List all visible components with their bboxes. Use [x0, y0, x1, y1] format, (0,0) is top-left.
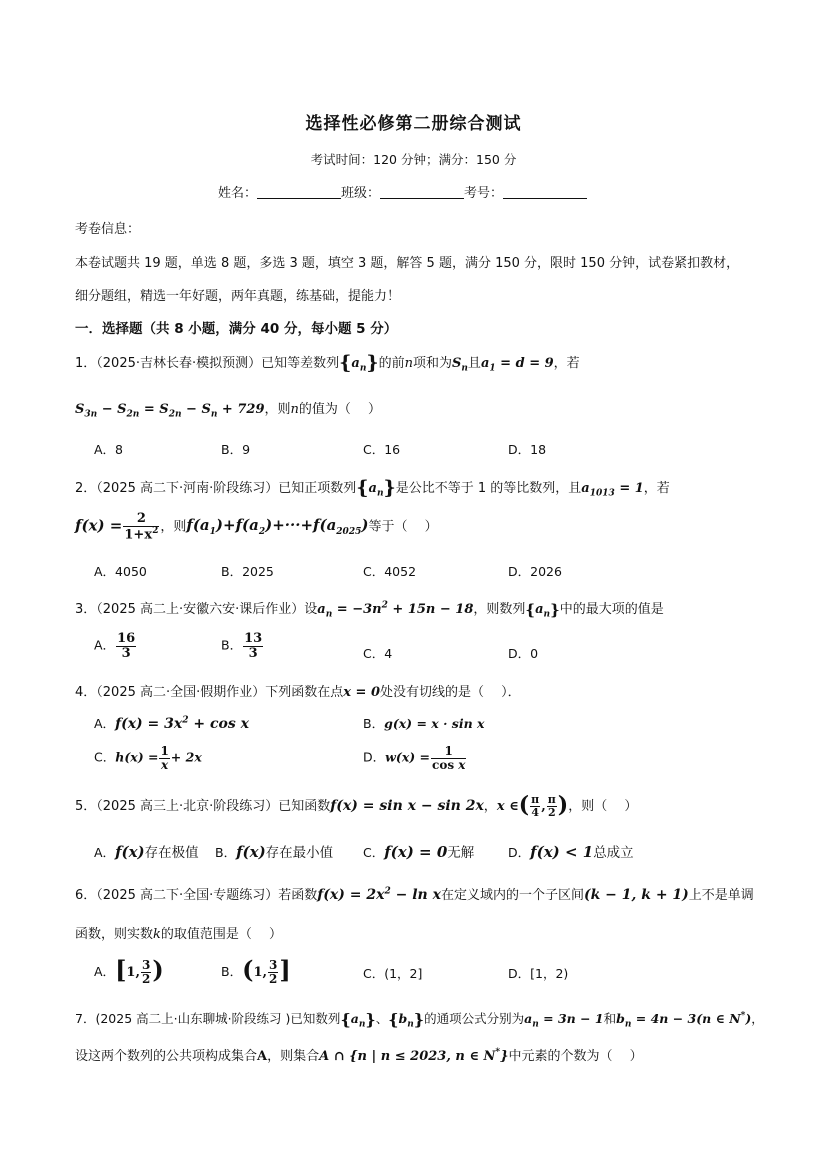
formula: w(x) = — [385, 749, 431, 765]
q7-text: 、 — [375, 1011, 389, 1026]
bracket: ] — [279, 955, 291, 984]
q3-option-a[interactable] — [94, 632, 137, 660]
info-line-2: 细分题组，精选一年好题，两年真题，练基础，提能力！ — [75, 289, 401, 304]
q5-source: （2025 高三上·北京·阶段练习） — [96, 799, 279, 814]
variable: k — [153, 927, 161, 942]
student-info-row — [218, 182, 587, 201]
variable: n — [404, 356, 413, 371]
q4-option-c[interactable] — [94, 745, 202, 771]
info-heading: 考卷信息： — [75, 222, 141, 237]
q7-text: 设这两个数列的公共项构成集合 — [75, 1049, 258, 1064]
number-label: 考号： — [464, 186, 504, 201]
option-label: C． — [94, 749, 116, 765]
question-3 — [75, 598, 664, 620]
q1-option-b[interactable]: B．9 — [221, 442, 251, 457]
q2-text: ，则 — [160, 519, 187, 535]
q2-number: 2． — [75, 481, 97, 496]
bracket: ) — [557, 792, 569, 818]
q5-text: ， — [483, 799, 497, 814]
q4-number: 4． — [75, 685, 97, 700]
q5-option-c[interactable] — [363, 841, 474, 861]
question-4 — [75, 681, 521, 700]
formula: $a_n$ — [351, 356, 367, 374]
fraction: $\frac{1}{x}$ — [160, 744, 169, 772]
class-label: 班级： — [341, 186, 381, 201]
q2-text: 的等比数列，且 — [490, 481, 582, 496]
q2-text: ，若 — [643, 481, 670, 496]
q2-option-b[interactable]: B．2025 — [221, 564, 274, 579]
fraction: $\frac{16}{3}$ — [117, 631, 136, 661]
q2-option-c[interactable]: C．4052 — [363, 564, 417, 579]
q6-option-b[interactable]: B．(1, $\frac{3}{2}$ ] — [221, 955, 291, 986]
formula: $S_{3n} - S_{2n} = S_{2n} - S_n + 729$ — [75, 402, 265, 420]
fraction: $\frac{3}{2}$ — [142, 958, 151, 986]
q1-source: （2025·吉林长春·模拟预测） — [96, 356, 262, 371]
bracket: ( — [242, 955, 254, 984]
q2-text: 是公比不等于 — [395, 481, 474, 496]
option-label: A． — [94, 845, 116, 860]
formula: $b_n = 4n - 3(n$ ∈ N*) — [616, 1010, 752, 1030]
option-label: C． — [363, 845, 385, 860]
q1-option-c[interactable]: C．16 — [363, 442, 401, 457]
q3-number: 3． — [75, 602, 97, 617]
brace-formula: } — [366, 352, 379, 374]
question-5: 5．（2025 高三上·北京·阶段练习）已知函数f(x) = sin x − sin 2x，x ∈( $\frac{\pi}{4}$ , $\frac{\pi}{2}$ )，则（ ） — [75, 792, 638, 819]
q7-source: (2025 高二上·山东聊城·阶段练习 ) — [95, 1011, 291, 1026]
brace-formula: } — [365, 1010, 376, 1029]
formula: $a_n = 3n - 1$ — [524, 1011, 604, 1030]
q2-text: 1 — [477, 481, 487, 496]
q1-text: 的前 — [378, 356, 405, 371]
q4-text: 下列函数在点 — [265, 685, 344, 700]
q6-text: 若函数 — [278, 888, 318, 903]
question-1-condition — [75, 398, 381, 420]
formula: $a_{1013} = 1$ — [581, 481, 644, 499]
section-heading: 一．选择题（共 8 小题，满分 40 分，每小题 5 分） — [75, 321, 398, 337]
fraction: $\frac{3}{2}$ — [269, 958, 278, 986]
option-text: 存在极值 — [144, 845, 199, 861]
q4-text: 处没有切线的是（ ）． — [380, 685, 521, 700]
question-6 — [75, 884, 754, 903]
brace-formula: { — [388, 1010, 399, 1029]
class-blank[interactable] — [380, 184, 464, 199]
formula: (k − 1, k + 1) — [583, 887, 689, 903]
question-6-line-2 — [75, 923, 282, 942]
bracket: [ — [115, 955, 127, 984]
formula: f(x) — [115, 843, 145, 861]
q6-text: 的取值范围是（ ） — [160, 927, 283, 942]
brace-formula: } — [413, 1010, 425, 1029]
formula: $a_n$ — [535, 602, 551, 620]
q7-number: 7． — [75, 1011, 96, 1026]
brace-formula: { — [340, 1010, 351, 1029]
q7-text: 中元素的个数为（ ） — [508, 1049, 643, 1064]
brace-formula: { — [339, 352, 352, 374]
q3-text: 设 — [304, 602, 318, 617]
formula: f(x) < 1 — [530, 843, 594, 861]
q3-option-d[interactable]: D．0 — [508, 646, 539, 661]
q6-text: 在定义域内的一个子区间 — [440, 888, 584, 903]
option-label: A． — [94, 964, 116, 979]
q5-number: 5． — [75, 799, 97, 814]
q1-text: 已知等差数列 — [261, 356, 340, 371]
option-text: 无解 — [447, 845, 475, 861]
brace-formula: } — [550, 601, 560, 619]
bracket: ( — [518, 792, 530, 818]
formula: $a_n = -3n^2 + 15n - 18$ — [317, 600, 474, 620]
q7-text: 的通项公式分别为 — [424, 1011, 525, 1026]
q1-text: ，若 — [553, 356, 580, 371]
fraction: $\frac{\pi}{2}$ — [547, 793, 556, 819]
option-label: B． — [221, 964, 243, 979]
q4-source: （2025 高二·全国·假期作业） — [96, 685, 266, 700]
option-label: A． — [94, 637, 116, 653]
question-7 — [75, 1009, 764, 1030]
q5-option-b[interactable] — [215, 841, 333, 861]
page-title: 选择性必修第二册综合测试 — [305, 114, 522, 134]
question-7-line-2 — [75, 1045, 643, 1064]
formula: $a_n$ — [350, 1011, 366, 1030]
fraction: $\frac{\pi}{4}$ — [531, 793, 540, 819]
q3-option-b[interactable] — [221, 632, 264, 660]
option-label: B． — [221, 637, 243, 653]
q1-option-d[interactable]: D．18 — [508, 442, 547, 457]
q3-source: （2025 高二上·安徽六安·课后作业） — [96, 602, 305, 617]
question-2 — [75, 477, 670, 499]
q6-source: （2025 高二下·全国·专题练习） — [96, 888, 279, 903]
q3-text: ，则数列 — [473, 602, 526, 617]
q2-text: 等于（ ） — [368, 519, 438, 535]
option-label: B． — [215, 845, 237, 860]
q1-text: 的值为（ ） — [298, 402, 382, 417]
formula: f(x) = sin x − sin 2x — [330, 798, 484, 814]
q5-option-a[interactable] — [94, 841, 199, 861]
formula: x ∈ — [496, 799, 519, 814]
formula: $a_n$ — [368, 481, 384, 499]
q1-text: 且 — [467, 356, 481, 371]
q1-option-a[interactable]: A．8 — [94, 442, 124, 457]
option-label: B． — [363, 716, 385, 731]
number-blank[interactable] — [503, 184, 587, 199]
brace-formula: { — [525, 601, 536, 619]
q1-number: 1． — [75, 356, 97, 371]
q4-option-d[interactable] — [363, 745, 467, 771]
option-text: 存在最小值 — [265, 845, 334, 861]
formula: x = 0 — [343, 685, 381, 700]
option-label: D． — [508, 845, 531, 860]
formula: f(x) = — [75, 516, 123, 535]
formula: $f(x) = 2x^2 - \ln x$ — [317, 886, 441, 903]
question-1 — [75, 352, 580, 374]
formula: g(x) = x · sin x — [384, 716, 485, 731]
q2-option-d[interactable]: D．2026 — [508, 564, 562, 579]
formula: $f(a_1)+f(a_2)+\cdot\cdot\cdot+f(a_{2025})$ — [186, 516, 369, 538]
formula: $a_1 = d = 9$ — [480, 356, 554, 374]
q5-text: 已知函数 — [278, 799, 331, 814]
q4-option-b[interactable] — [363, 714, 484, 732]
q5-text: ，则（ ） — [568, 799, 638, 814]
formula: f(x) — [236, 843, 266, 861]
formula: A ∩ {n | n ≤ 2023, n ∈ N*} — [319, 1047, 509, 1064]
q6-text: 上不是单调 — [688, 888, 754, 903]
formula: $f(x) = 3x^2 + \cos x$ — [115, 715, 249, 732]
q2-source: （2025 高二下·河南·阶段练习） — [96, 481, 279, 496]
q6-text: 函数，则实数 — [75, 927, 154, 942]
formula: A — [257, 1049, 268, 1064]
formula: + 2x — [170, 749, 202, 765]
q7-text: ， — [751, 1011, 764, 1026]
info-line-1: 本卷试题共 19 题，单选 8 题，多选 3 题，填空 3 题，解答 5 题，满分 150 分，限时 150 分钟，试卷紧扣教材， — [75, 256, 740, 271]
q2-option-a[interactable]: A．4050 — [94, 564, 147, 579]
q3-text: 中的最大项的值是 — [559, 602, 664, 617]
q1-text: ，则 — [264, 402, 291, 417]
formula: $b_n$ — [398, 1011, 414, 1030]
q4-option-a[interactable] — [94, 714, 249, 732]
exam-info: 考试时间：120 分钟；满分：150 分 — [310, 152, 517, 167]
q6-number: 6． — [75, 888, 97, 903]
formula: h(x) = — [115, 749, 159, 765]
q6-option-d[interactable]: D．[1，2) — [508, 966, 569, 981]
q7-text: 已知数列 — [290, 1011, 341, 1026]
q5-option-d[interactable] — [508, 841, 634, 861]
brace-formula: } — [383, 477, 396, 499]
brace-formula: { — [356, 477, 369, 499]
q6-option-a[interactable]: A．[1, $\frac{3}{2}$ ) — [94, 955, 164, 986]
option-label: A． — [94, 716, 116, 731]
q3-option-c[interactable]: C．4 — [363, 646, 393, 661]
option-text: 总成立 — [593, 845, 634, 861]
formula: $S_n$ — [451, 356, 468, 374]
q7-text: 和 — [603, 1011, 617, 1026]
option-label: D． — [363, 749, 386, 765]
name-blank[interactable] — [257, 184, 341, 199]
q7-text: ，则集合 — [267, 1049, 320, 1064]
q6-option-c[interactable]: C．(1，2] — [363, 966, 423, 981]
question-2-condition — [75, 512, 438, 542]
formula: f(x) = 0 — [384, 843, 448, 861]
q2-text: 已知正项数列 — [278, 481, 357, 496]
fraction: $\frac{13}{3}$ — [244, 631, 263, 661]
fraction: $\frac{2}{1+x^2}$ — [124, 511, 159, 542]
variable: n — [290, 402, 299, 417]
q1-text: 项和为 — [412, 356, 452, 371]
fraction: $\frac{1}{\text{cos x}}$ — [432, 744, 466, 772]
name-label: 姓名： — [218, 186, 258, 201]
bracket: ) — [152, 955, 164, 984]
